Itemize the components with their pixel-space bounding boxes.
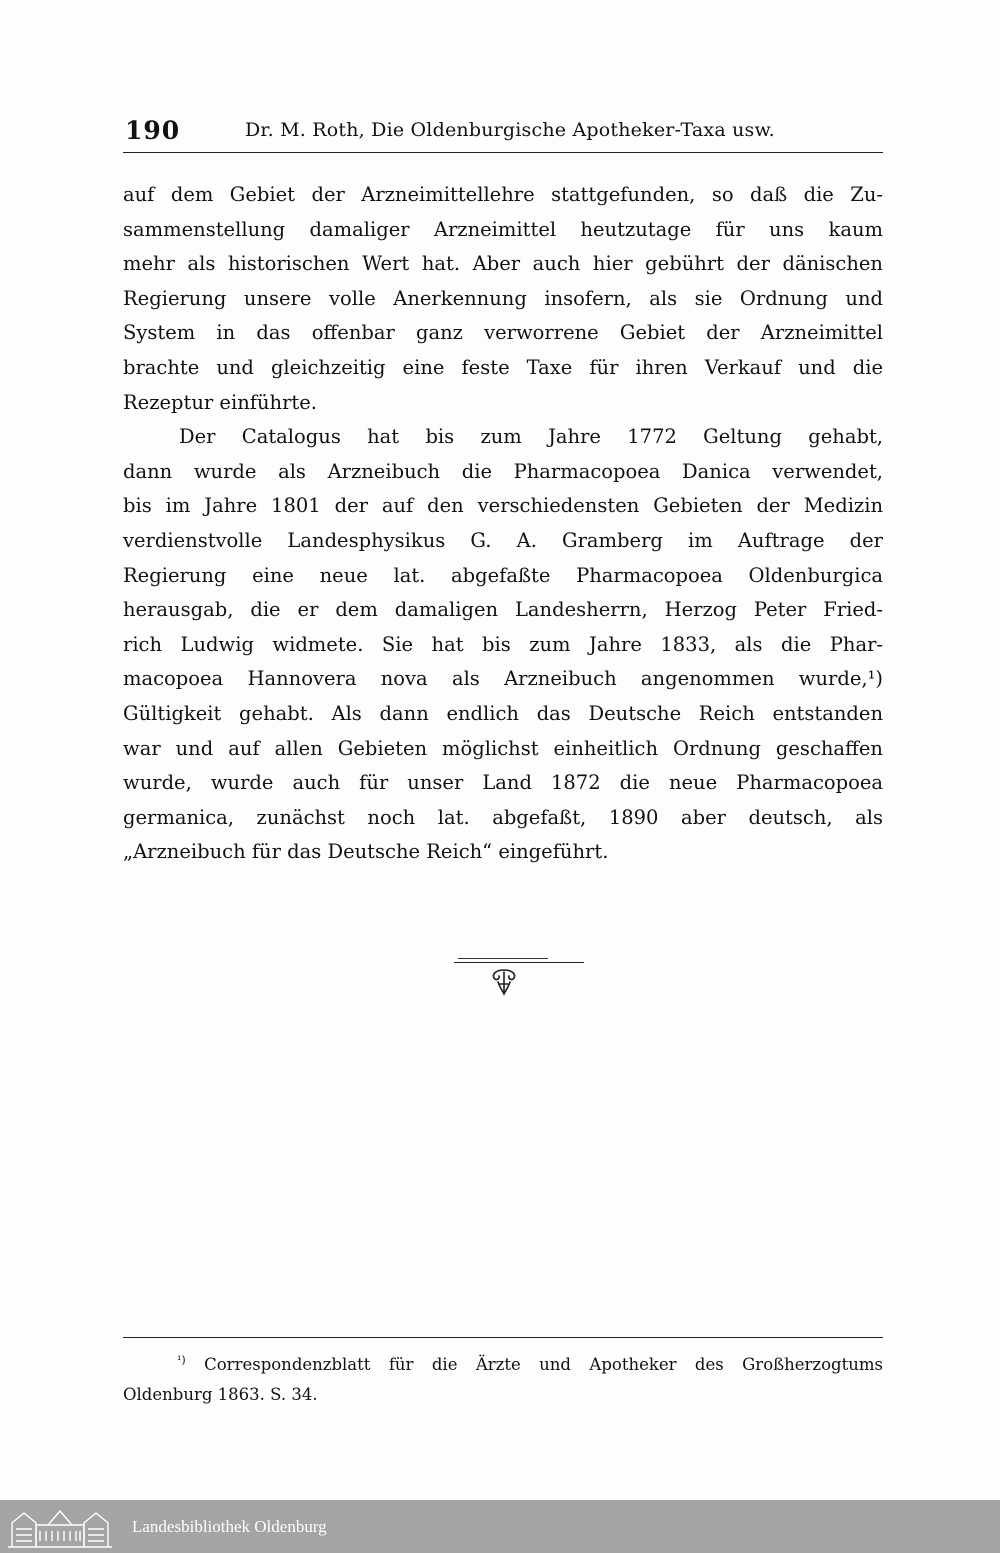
- text-line: „Arzneibuch für das Deutsche Reich“ eingeführt.: [123, 840, 609, 864]
- text-line: rich Ludwig widmete. Sie hat bis zum Jahre 1833, als die Phar-: [123, 632, 883, 656]
- text-line: brachte und gleichzeitig eine feste Taxe für ihren Verkauf und die: [123, 355, 883, 379]
- text-line: sammenstellung damaliger Arzneimittel heutzutage für uns kaum: [123, 217, 883, 241]
- footnote: [123, 1350, 883, 1410]
- text-line: herausgab, die er dem damaligen Landesherrn, Herzog Peter Fried-: [123, 598, 883, 622]
- library-building-logo-icon: [4, 1503, 116, 1551]
- text-line: macopoea Hannovera nova als Arzneibuch angenommen wurde,¹): [123, 667, 883, 691]
- section-end-ornament: [454, 958, 584, 1002]
- text-line: auf dem Gebiet der Arzneimittellehre stattgefunden, so daß die Zu-: [123, 183, 883, 206]
- text-line: germanica, zunächst noch lat. abgefaßt, 1890 aber deutsch, als: [123, 805, 883, 829]
- footnote-mark: ¹): [177, 1353, 186, 1367]
- fleuron-icon: [484, 966, 524, 998]
- library-footer-bar: [0, 1500, 1000, 1553]
- text-line: verdienstvolle Landesphysikus G. A. Gramberg im Auftrage der: [123, 528, 883, 552]
- text-line: Rezeptur einführte.: [123, 390, 318, 414]
- text-line: war und auf allen Gebieten möglichst einheitlich Ordnung geschaffen: [123, 736, 883, 760]
- text-line: Der Catalogus hat bis zum Jahre 1772 Geltung gehabt,: [179, 425, 883, 449]
- header-rule: [123, 152, 883, 153]
- footnote-line: [123, 1350, 883, 1380]
- text-line: Regierung eine neue lat. abgefaßte Pharmacopoea Oldenburgica: [123, 563, 883, 587]
- footnote-line: Oldenburg 1863. S. 34.: [123, 1385, 318, 1404]
- text-line: Regierung unsere volle Anerkennung insofern, als sie Ordnung und: [123, 286, 883, 310]
- footnote-rule: [123, 1337, 883, 1338]
- text-line: Gültigkeit gehabt. Als dann endlich das Deutsche Reich entstanden: [123, 701, 883, 725]
- text-line: System in das offenbar ganz verworrene Gebiet der Arzneimittel: [123, 321, 883, 345]
- ornament-rule: [454, 962, 584, 963]
- text-line: mehr als historischen Wert hat. Aber auch hier gebührt der dänischen: [123, 252, 883, 276]
- page-header: [123, 116, 883, 150]
- library-name: Landesbibliothek Oldenburg: [132, 1516, 327, 1536]
- page-number: 190: [125, 116, 181, 145]
- text-line: dann wurde als Arzneibuch die Pharmacopoea Danica verwendet,: [123, 459, 883, 483]
- body-text: [123, 178, 883, 870]
- footnote-text: Correspondenzblatt für die Ärzte und Apotheker des Großherzogtums: [204, 1355, 883, 1374]
- running-title: Dr. M. Roth, Die Oldenburgische Apotheker-Taxa usw.: [245, 119, 775, 141]
- text-line: wurde, wurde auch für unser Land 1872 die neue Pharmacopoea: [123, 771, 883, 795]
- ornament-rule: [458, 958, 548, 959]
- text-line: bis im Jahre 1801 der auf den verschiedensten Gebieten der Medizin: [123, 494, 883, 518]
